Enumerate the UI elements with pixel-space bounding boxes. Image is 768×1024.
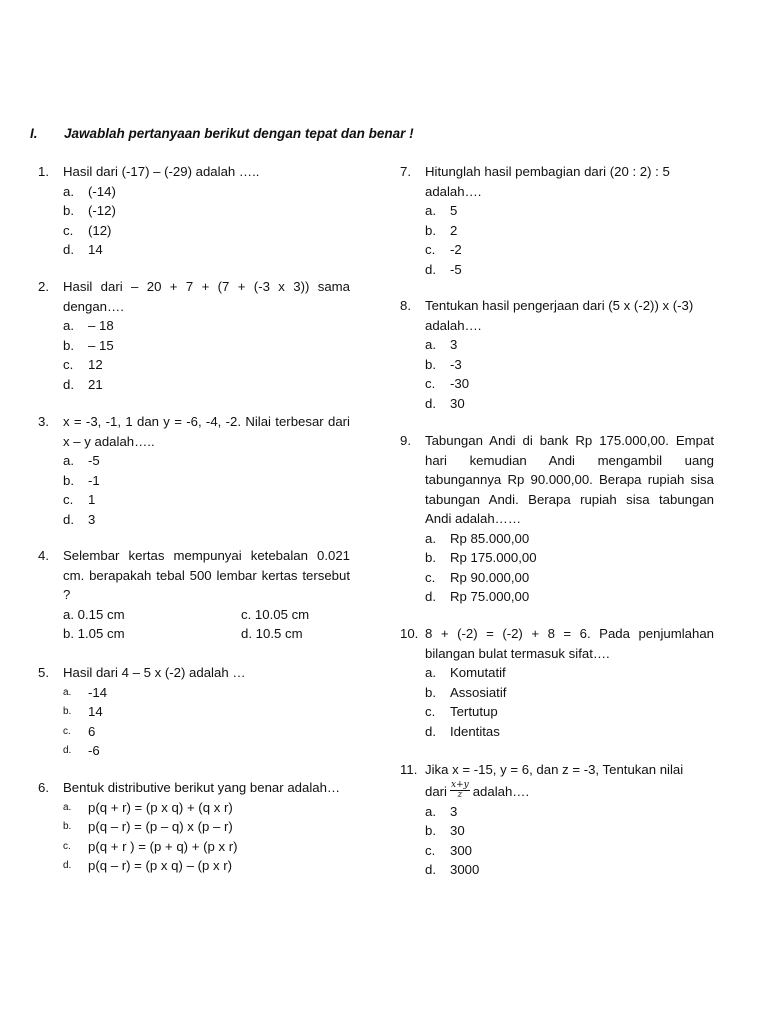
option-a[interactable]: a. Rp 85.000,00: [425, 530, 530, 546]
question-text: Hasil dari 4 – 5 x (-2) adalah …: [63, 665, 246, 680]
option-c[interactable]: c. -30: [425, 376, 470, 391]
question-number: 10.: [400, 626, 419, 641]
option-c[interactable]: c. (12): [63, 222, 112, 238]
option-b[interactable]: b. 30: [425, 823, 465, 839]
option-a[interactable]: a. p(q + r) = (p x q) + (q x r): [63, 799, 233, 815]
option-a[interactable]: a. 3: [425, 803, 458, 819]
question-number: 6.: [38, 780, 49, 795]
option-d[interactable]: d. p(q – r) = (p x q) – (p x r): [63, 858, 233, 873]
section-title: Jawablah pertanyaan berikut dengan tepat dan benar !: [64, 126, 414, 141]
question-text: 8 + (-2) = (-2) + 8 = 6. Pada penjumlahan bilangan bulat termasuk sifat….: [425, 626, 714, 661]
question-5: [38, 663, 350, 761]
option-c[interactable]: c. -2: [425, 242, 462, 257]
option-d[interactable]: d. Identitas: [425, 723, 500, 739]
option-b[interactable]: b. Assosiatif: [425, 684, 507, 700]
question-text: x = -3, -1, 1 dan y = -6, -4, -2. Nilai terbesar dari x – y adalah…..: [63, 414, 350, 449]
question-text: Selembar kertas mempunyai ketebalan 0.021 cm. berapakah tebal 500 lembar kertas tersebut ?: [63, 548, 350, 602]
option-b[interactable]: b. 14: [63, 704, 103, 719]
option-a[interactable]: a. 3: [425, 337, 458, 352]
question-6: [38, 778, 350, 876]
question-2: [38, 277, 350, 394]
option-d[interactable]: d. 3000: [425, 862, 480, 878]
question-11: 11. Jika x = -15, y = 6, dan z = -3, Tentukan nilai dari $\frac{x+y}{z}$ adalah…. a. 3 b. 30 c. 300 d. 3000: [400, 760, 714, 880]
option-d[interactable]: d. 21: [63, 376, 103, 392]
option-a[interactable]: a. Komutatif: [425, 665, 506, 680]
option-b[interactable]: b. – 15: [63, 337, 114, 353]
option-b[interactable]: b. 2: [425, 222, 458, 238]
question-text: Jika x = -15, y = 6, dan z = -3, Tentukan nilai: [425, 762, 684, 777]
question-text: Tentukan hasil pengerjaan dari (5 x (-2)) x (-3) adalah….: [425, 298, 694, 333]
option-d[interactable]: d. -6: [63, 743, 100, 758]
question-number: 2.: [38, 279, 49, 294]
question-8: [400, 296, 714, 413]
option-b[interactable]: b. -1: [63, 472, 100, 488]
fraction: [450, 781, 470, 800]
option-c[interactable]: c. 10.05 cm: [241, 606, 310, 622]
question-number: 9.: [400, 433, 411, 448]
question-text: Bentuk distributive berikut yang benar adalah…: [63, 780, 341, 795]
section-heading: [30, 124, 414, 144]
option-d[interactable]: d. -5: [425, 261, 462, 277]
question-4: [38, 546, 350, 644]
question-1: [38, 162, 350, 260]
question-text: Hitunglah hasil pembagian dari (20 : 2) : 5 adalah….: [425, 164, 670, 199]
option-a[interactable]: a. -5: [63, 453, 100, 468]
option-a[interactable]: a. – 18: [63, 318, 114, 333]
question-number: 1.: [38, 164, 49, 179]
option-a[interactable]: a. 0.15 cm: [63, 606, 125, 622]
option-c[interactable]: c. Rp 90.000,00: [425, 569, 530, 585]
question-text: Hasil dari – 20 + 7 + (7 + (-3 x 3)) sama dengan….: [63, 279, 350, 314]
option-c[interactable]: c. p(q + r ) = (p + q) + (p x r): [63, 838, 238, 854]
option-c[interactable]: c. 12: [63, 357, 103, 372]
option-c[interactable]: c. 6: [63, 723, 96, 739]
option-d[interactable]: d. 10.5 cm: [241, 626, 303, 641]
option-b[interactable]: b. 1.05 cm: [63, 626, 125, 641]
question-9: [400, 431, 714, 607]
option-d[interactable]: d. 30: [425, 395, 465, 411]
fraction-numerator: x+y: [451, 779, 469, 790]
option-a[interactable]: a. (-14): [63, 183, 116, 199]
question-number: 7.: [400, 164, 411, 179]
option-c[interactable]: c. 1: [63, 492, 96, 507]
question-10: [400, 624, 714, 741]
option-b[interactable]: b. Rp 175.000,00: [425, 550, 537, 565]
option-d[interactable]: d. Rp 75.000,00: [425, 589, 530, 604]
option-b[interactable]: b. -3: [425, 356, 462, 372]
question-text: Tabungan Andi di bank Rp 175.000,00. Empat hari kemudian Andi mengambil uang tabungannya Rp 90.000,00. Berapa rupiah sisa tabungan Andi. Berapa rupiah sisa tabungan Andi adalah……: [425, 433, 714, 526]
option-c[interactable]: c. Tertutup: [425, 704, 498, 719]
section-number: I.: [30, 126, 38, 141]
question-number: 3.: [38, 414, 49, 429]
question-3: [38, 412, 350, 529]
question-number: 11.: [400, 762, 418, 777]
fraction-denominator: z: [457, 789, 463, 800]
question-text: Hasil dari (-17) – (-29) adalah …..: [63, 164, 260, 179]
option-c[interactable]: c. 300: [425, 842, 473, 858]
question-number: 5.: [38, 665, 49, 680]
option-d[interactable]: d. 3: [63, 511, 96, 527]
option-d[interactable]: d. 14: [63, 242, 103, 257]
option-a[interactable]: a. -14: [63, 684, 108, 700]
option-b[interactable]: b. (-12): [63, 203, 116, 218]
option-b[interactable]: b. p(q – r) = (p – q) x (p – r): [63, 819, 233, 834]
option-a[interactable]: a. 5: [425, 203, 458, 218]
question-number: 8.: [400, 298, 411, 313]
question-number: 4.: [38, 548, 49, 563]
question-7: [400, 162, 714, 279]
